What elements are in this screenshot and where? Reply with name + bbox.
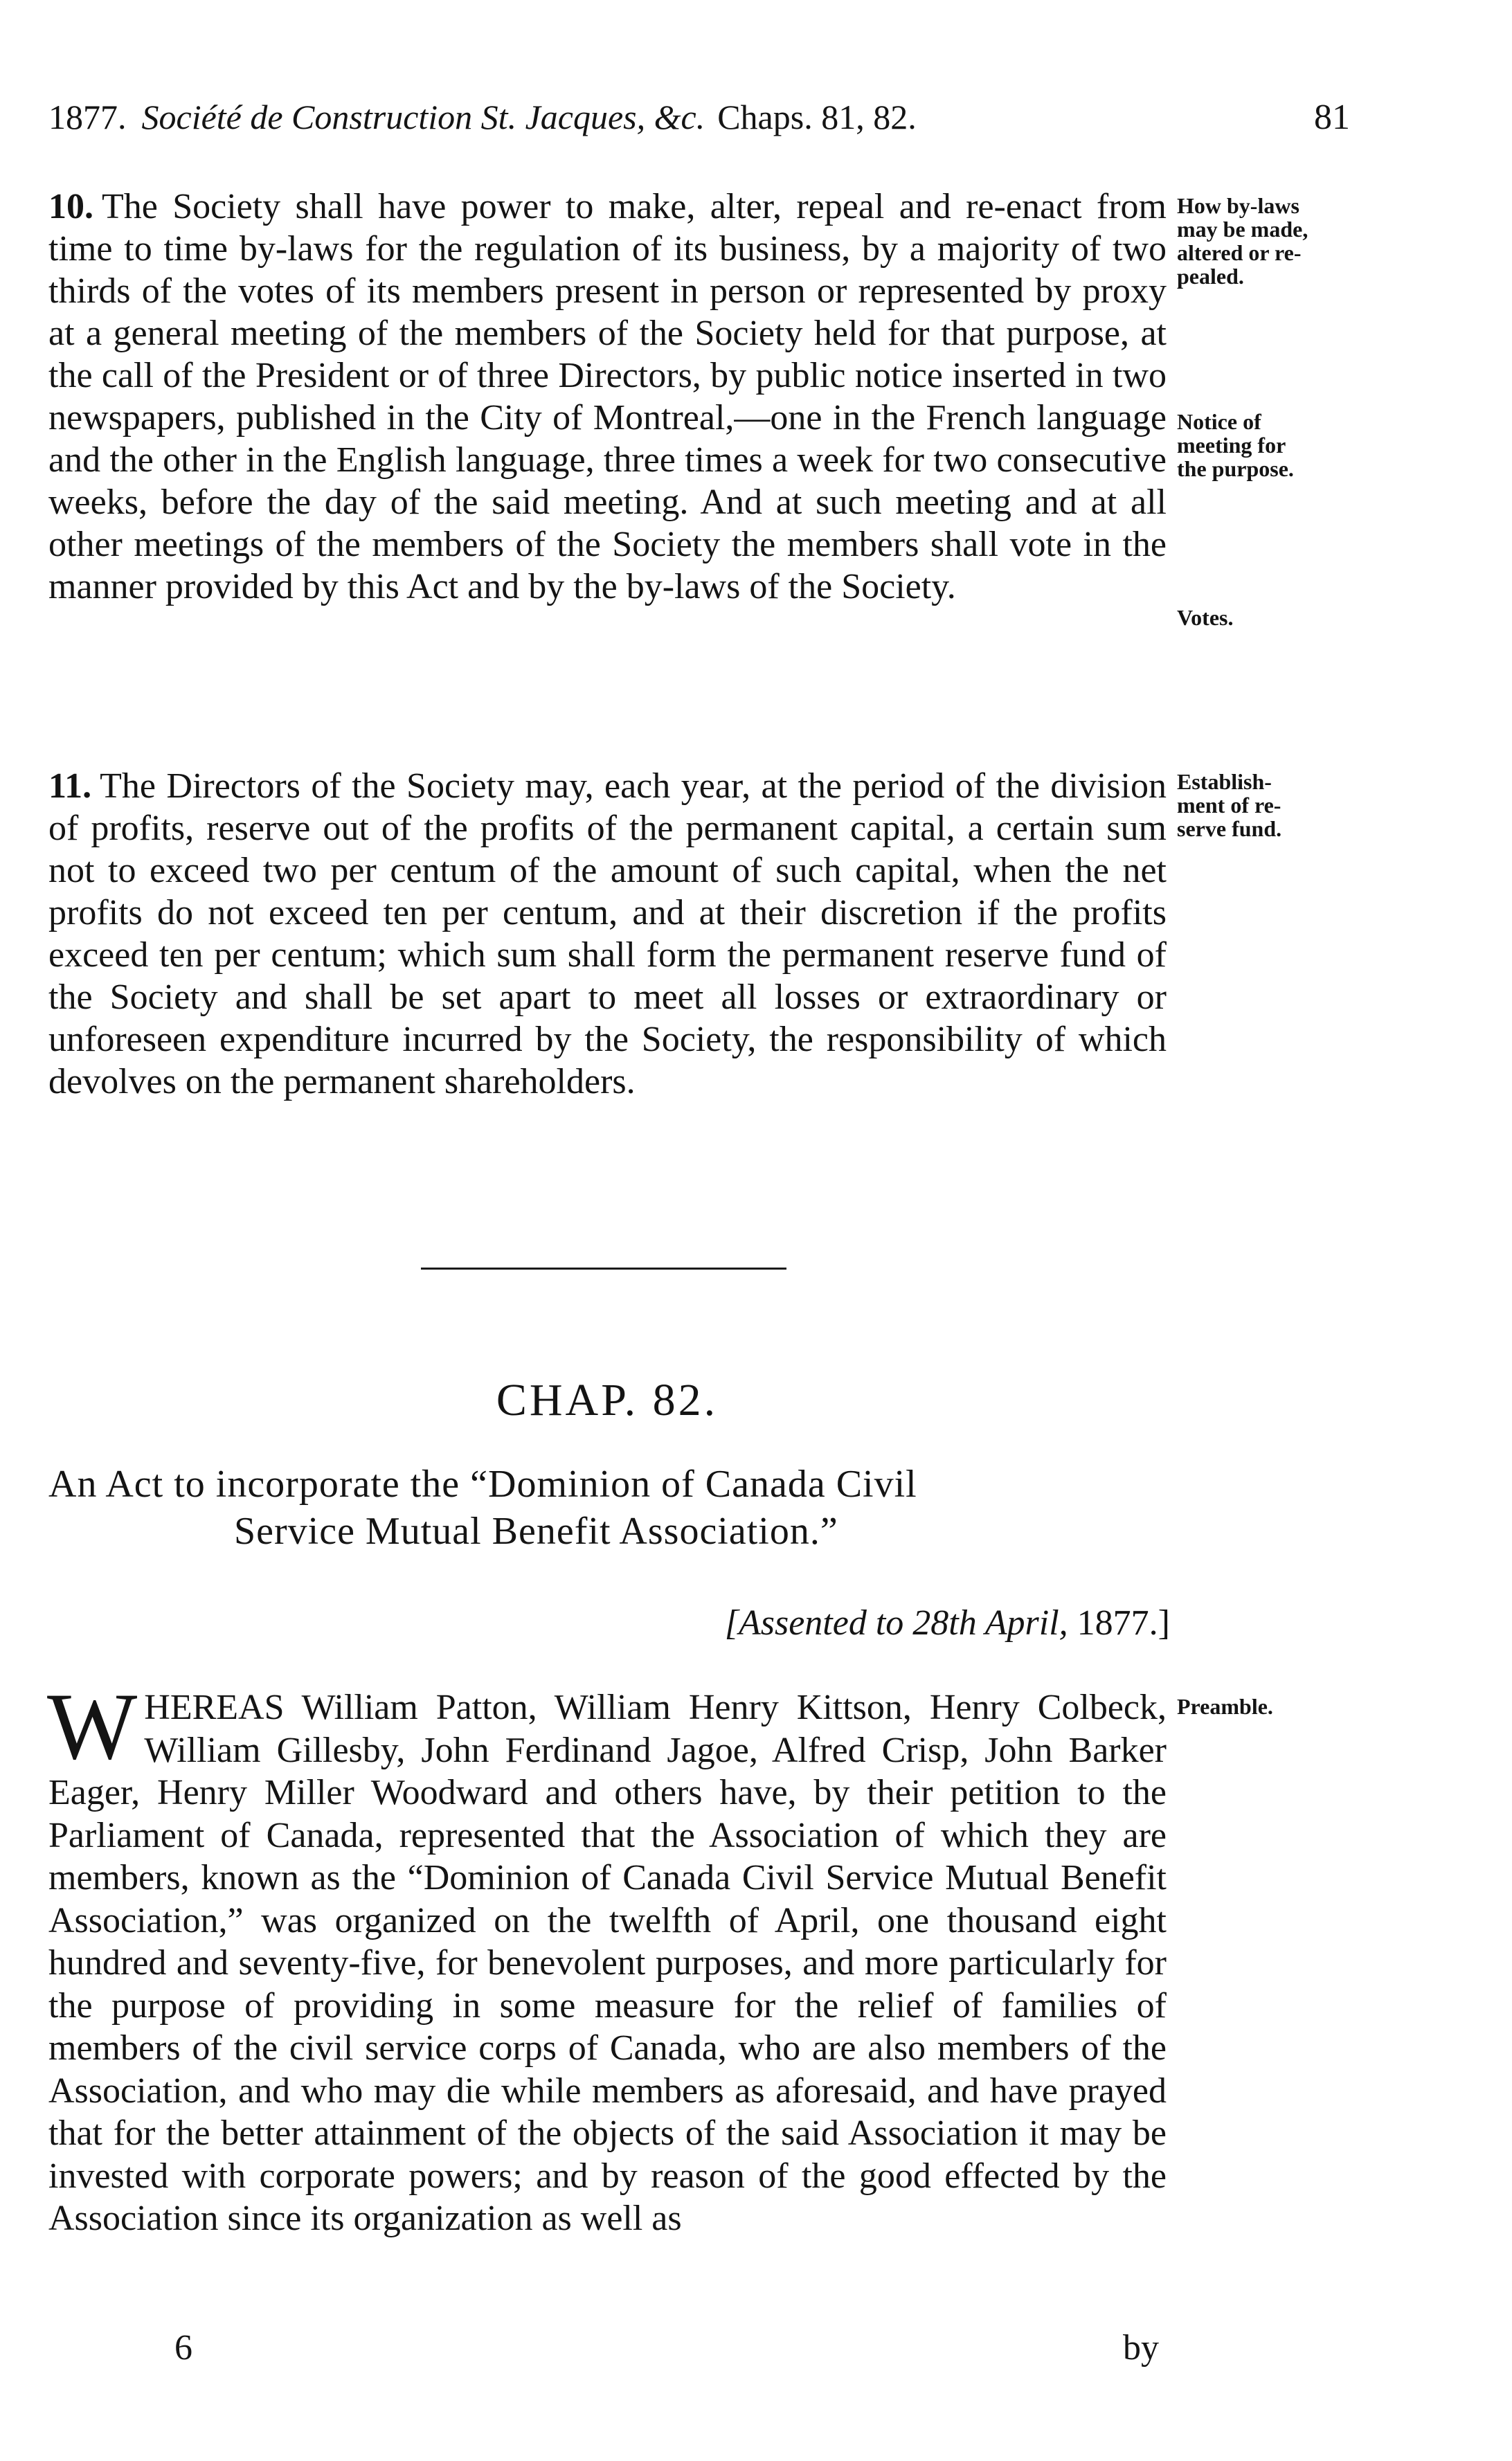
sidenote-line: may be made, bbox=[1177, 217, 1308, 242]
sidenote-bylaws bbox=[1177, 194, 1308, 288]
sidenote-line: meeting for bbox=[1177, 433, 1286, 458]
chapter-heading: CHAP. 82. bbox=[496, 1375, 719, 1425]
preamble bbox=[47, 1673, 1167, 2240]
sidenote-line: Preamble. bbox=[1177, 1694, 1273, 1719]
sidenote-reserve bbox=[1177, 770, 1281, 840]
page-number: 81 bbox=[1314, 98, 1350, 137]
signature-mark: 6 bbox=[174, 2328, 192, 2368]
act-title-line: An Act to incorporate the “Dominion of Canada Civil bbox=[48, 1463, 917, 1506]
section-text: The Society shall have power to make, alter, repeal and re-enact from time to time by-laws for the regulation of its business, by a majority of two thirds of the votes of its members present in person or represented by proxy at a general meeting of the members of the Society held for that purpose, at the call of the President or of three Directors, by public notice inserted in two newspapers, published in the City of Montreal,—one in the French language and the other in the English language, three times a week for two consecutive weeks, before the day of the said meeting. And at such meeting and at all other meetings of the members of the Society the members shall vote in the manner provided by this Act and by the by-laws of the Society. bbox=[48, 187, 1167, 606]
sidenote-line: How by-laws bbox=[1177, 193, 1299, 218]
sidenote-line: Notice of bbox=[1177, 409, 1261, 434]
act-title-line: Service Mutual Benefit Association.” bbox=[234, 1510, 838, 1553]
section-text: The Directors of the Society may, each year, at the period of the division of profits, reserve out of the profits of the permanent capital, a certain sum not to exceed two per centum of the amount of such capital, when the net profits do not exceed ten per centum, and at their discretion if the profits exceed ten per centum; which sum shall form the permanent reserve fund of the Society and shall be set apart to meet all losses or extraordinary or unforeseen expenditure incurred by the Society, the responsibility of which devolves on the permanent shareholders. bbox=[48, 766, 1167, 1101]
section-number: 11. bbox=[48, 766, 92, 806]
assent-year: 1877.] bbox=[1077, 1603, 1170, 1643]
header-title: Société de Construction St. Jacques, &c. bbox=[141, 98, 705, 136]
sidenote-line: the purpose. bbox=[1177, 456, 1294, 481]
preamble-text: HEREAS William Patton, William Henry Kittson, Henry Colbeck, William Gillesby, John Ferdinand Jagoe, Alfred Crisp, John Barker Eager, Henry Miller Woodward and others have, by their petition to the Parliament of Canada, represented that the Association of which they are members, known as the “Dominion of Canada Civil Service Mutual Benefit Association,” was organized on the twelfth of April, one thousand eight hundred and seventy-five, for benevolent purposes, and more particularly for the purpose of providing in some measure for the relief of families of members of the civil service corps of Canada, who are also members of the Association, and who may die while members as aforesaid, and have prayed that for the better attainment of the objects of the said Association it may be invested with corporate powers; and by reason of the good effected by the Association since its organization as well as bbox=[48, 1688, 1167, 2238]
assent-date bbox=[0, 1603, 1170, 1643]
section-divider bbox=[421, 1268, 786, 1270]
sidenote-line: serve fund. bbox=[1177, 816, 1282, 841]
sidenote-notice bbox=[1177, 410, 1294, 480]
section-number: 10. bbox=[48, 187, 93, 226]
drop-cap: W bbox=[47, 1673, 138, 1779]
header-chapters: Chaps. 81, 82. bbox=[717, 98, 917, 136]
section-11 bbox=[48, 765, 1167, 1103]
header-year: 1877. bbox=[48, 98, 127, 136]
act-title bbox=[48, 1461, 1184, 1555]
catchword: by bbox=[1123, 2328, 1159, 2368]
section-10 bbox=[48, 186, 1167, 608]
sidenote-line: Votes. bbox=[1177, 605, 1234, 630]
sidenote-line: Establish- bbox=[1177, 769, 1272, 794]
sidenote-line: pealed. bbox=[1177, 264, 1244, 289]
sidenote-preamble bbox=[1177, 1695, 1273, 1718]
running-header bbox=[48, 97, 1350, 145]
sidenote-line: ment of re- bbox=[1177, 793, 1281, 818]
assent-prefix: [Assented to 28th April, bbox=[724, 1603, 1068, 1643]
header-line bbox=[48, 97, 917, 137]
sidenote-line: altered or re- bbox=[1177, 240, 1302, 265]
sidenote-votes bbox=[1177, 606, 1233, 629]
